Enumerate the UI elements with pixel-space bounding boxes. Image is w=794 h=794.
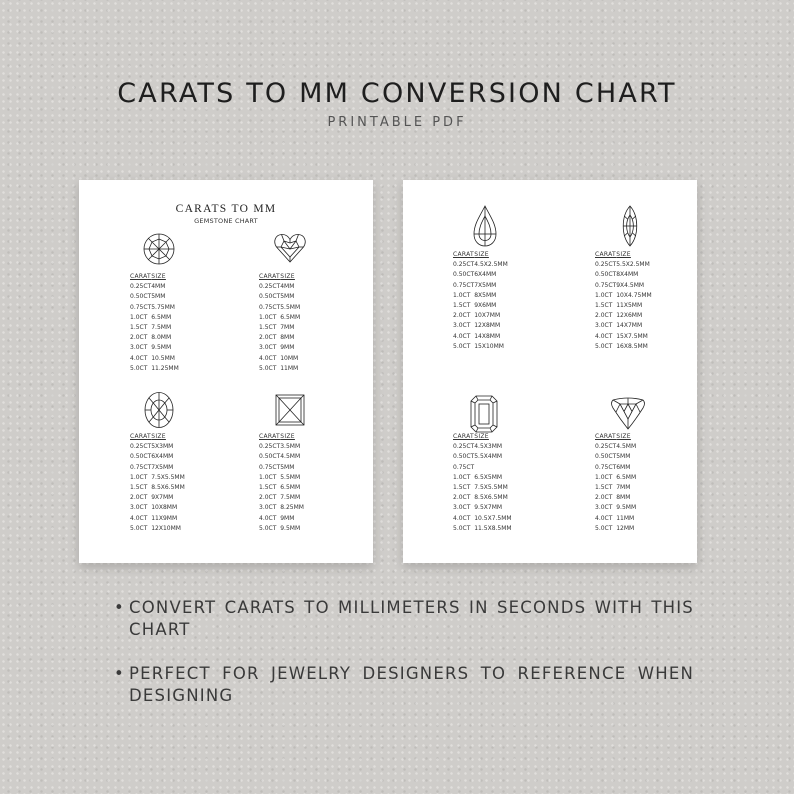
carat-cell: 1.0CT	[595, 473, 613, 481]
carat-cell: 3.0CT	[595, 322, 613, 330]
feature-bullet	[114, 597, 694, 641]
table-row	[453, 463, 512, 473]
princess-diamond-icon	[274, 393, 306, 427]
size-cell: 9.5MM	[280, 524, 301, 532]
carat-cell: 4.0CT	[453, 332, 471, 340]
carat-cell: 0.75CT	[595, 281, 617, 289]
carat-cell: 4.0CT	[259, 354, 277, 362]
marquise-diamond-icon	[617, 204, 643, 248]
carat-cell: 1.5CT	[130, 324, 148, 332]
size-cell: 3.5MM	[280, 443, 301, 451]
carat-cell: 4.0CT	[259, 514, 277, 522]
table-row	[595, 524, 636, 534]
carat-cell: 5.0CT	[130, 524, 148, 532]
table-row	[130, 473, 185, 483]
bullet-dot-icon: •	[114, 598, 125, 617]
table-row	[259, 364, 300, 374]
conversion-table-princess	[259, 432, 304, 534]
carat-cell: 0.25CT	[453, 443, 475, 451]
table-row	[595, 493, 636, 503]
table-row	[259, 473, 304, 483]
column-header-carat: CARAT	[595, 433, 617, 440]
sheet-subtitle: GEMSTONE CHART	[194, 217, 258, 225]
size-cell: 16X8.5MM	[616, 342, 648, 350]
conversion-table-pear	[453, 250, 508, 352]
carat-cell: 4.0CT	[595, 332, 613, 340]
carat-cell: 2.0CT	[453, 494, 471, 502]
size-cell: 5MM	[151, 293, 166, 301]
carat-cell: 5.0CT	[595, 342, 613, 350]
table-row	[595, 311, 652, 321]
size-cell: 4.5MM	[280, 453, 301, 461]
carat-cell: 4.0CT	[595, 514, 613, 522]
carat-cell: 0.25CT	[453, 261, 475, 269]
table-row	[130, 503, 185, 513]
size-cell: 7.5X5.5MM	[474, 484, 508, 492]
table-row	[453, 524, 512, 534]
carat-cell: 5.0CT	[453, 342, 471, 350]
size-cell: 6X4MM	[151, 453, 174, 461]
table-row	[259, 483, 304, 493]
carat-cell: 0.75CT	[130, 303, 152, 311]
size-cell: 4MM	[280, 283, 295, 291]
column-header-carat: CARAT	[453, 433, 475, 440]
table-row	[130, 303, 179, 313]
carat-cell: 5.0CT	[130, 364, 148, 372]
table-row	[259, 282, 300, 292]
carat-cell: 2.0CT	[453, 312, 471, 320]
size-cell: 5.5X4MM	[474, 453, 503, 461]
size-cell: 15X10MM	[474, 342, 504, 350]
carat-cell: 3.0CT	[453, 504, 471, 512]
page-subtitle: PRINTABLE PDF	[327, 115, 467, 130]
conversion-table-round	[130, 272, 179, 374]
carat-cell: 1.5CT	[453, 484, 471, 492]
table-row	[595, 473, 636, 483]
carat-cell: 1.0CT	[595, 291, 613, 299]
size-cell: 4MM	[151, 283, 166, 291]
size-cell: 7MM	[616, 484, 631, 492]
size-cell: 5MM	[280, 463, 295, 471]
carat-cell: 0.25CT	[259, 283, 281, 291]
carat-cell: 4.0CT	[130, 514, 148, 522]
size-cell: 9X4.5MM	[616, 281, 645, 289]
table-row	[259, 493, 304, 503]
carat-cell: 0.75CT	[130, 463, 152, 471]
size-cell: 9.5X7MM	[474, 504, 503, 512]
oval-diamond-icon	[143, 391, 175, 429]
table-row	[453, 452, 512, 462]
table-row	[130, 313, 179, 323]
size-cell: 4.5MM	[616, 443, 637, 451]
carat-cell: 1.5CT	[130, 484, 148, 492]
size-cell: 10.5MM	[151, 354, 175, 362]
table-row	[130, 463, 185, 473]
column-header-carat: CARAT	[259, 273, 281, 280]
carat-cell: 0.50CT	[130, 453, 152, 461]
size-cell: 9MM	[280, 344, 295, 352]
table-row	[595, 291, 652, 301]
carat-cell: 2.0CT	[595, 312, 613, 320]
size-cell: 5MM	[616, 453, 631, 461]
size-cell: 5MM	[280, 293, 295, 301]
size-cell: 6X4MM	[474, 271, 497, 279]
table-row	[130, 354, 179, 364]
size-cell: 9X6MM	[474, 302, 497, 310]
size-cell: 6MM	[616, 463, 631, 471]
table-row	[595, 514, 636, 524]
carat-cell: 1.0CT	[259, 473, 277, 481]
table-row	[130, 493, 185, 503]
size-cell: 8.0MM	[151, 334, 172, 342]
carat-cell: 0.25CT	[130, 443, 152, 451]
table-row	[130, 524, 185, 534]
table-row	[259, 303, 300, 313]
size-cell	[474, 463, 511, 473]
carat-cell: 4.0CT	[130, 354, 148, 362]
size-cell: 8X4MM	[616, 271, 639, 279]
carat-cell: 5.0CT	[453, 524, 471, 532]
column-header-size: SIZE	[474, 433, 489, 440]
carat-cell: 0.50CT	[259, 293, 281, 301]
size-cell: 14X7MM	[616, 322, 643, 330]
table-row	[259, 333, 300, 343]
carat-cell: 0.50CT	[453, 271, 475, 279]
size-cell: 12MM	[616, 524, 635, 532]
table-row	[130, 452, 185, 462]
size-cell: 8X5MM	[474, 291, 497, 299]
carat-cell: 2.0CT	[595, 494, 613, 502]
table-row	[453, 291, 508, 301]
table-row	[259, 463, 304, 473]
table-row	[453, 503, 512, 513]
carat-cell: 3.0CT	[259, 344, 277, 352]
size-cell: 15X7.5MM	[616, 332, 648, 340]
round-diamond-icon	[142, 232, 176, 266]
page-title: CARATS TO MM CONVERSION CHART	[117, 78, 677, 109]
table-row	[130, 333, 179, 343]
table-row	[130, 292, 179, 302]
table-row	[259, 343, 300, 353]
table-row	[453, 321, 508, 331]
column-header-size: SIZE	[280, 273, 295, 280]
size-cell: 6.5X5MM	[474, 473, 503, 481]
column-header-carat: CARAT	[595, 251, 617, 258]
feature-text: PERFECT FOR JEWELRY DESIGNERS TO REFERENCE WHEN DESIGNING	[129, 664, 694, 705]
carat-cell: 1.5CT	[595, 302, 613, 310]
carat-cell: 0.50CT	[130, 293, 152, 301]
carat-cell: 1.5CT	[259, 324, 277, 332]
carat-cell: 0.50CT	[259, 453, 281, 461]
size-cell: 6.5MM	[616, 473, 637, 481]
size-cell: 8MM	[616, 494, 631, 502]
sheet-title: CARATS TO MM	[175, 203, 277, 215]
carat-cell: 1.0CT	[259, 313, 277, 321]
size-cell: 7.5X5.5MM	[151, 473, 185, 481]
size-cell: 6.5MM	[280, 313, 301, 321]
carat-cell: 0.75CT	[595, 463, 617, 471]
table-row	[595, 342, 652, 352]
size-cell: 6.5MM	[280, 484, 301, 492]
feature-bullet	[114, 663, 694, 707]
size-cell: 10.5X7.5MM	[474, 514, 512, 522]
table-row	[453, 281, 508, 291]
size-cell: 10X8MM	[151, 504, 178, 512]
size-cell: 12X10MM	[151, 524, 181, 532]
carat-cell: 1.5CT	[453, 302, 471, 310]
feature-list	[114, 597, 694, 707]
size-cell: 7X5MM	[151, 463, 174, 471]
table-row	[259, 313, 300, 323]
table-row	[259, 514, 304, 524]
column-header-carat: CARAT	[130, 433, 152, 440]
table-row	[259, 323, 300, 333]
table-row	[130, 282, 179, 292]
size-cell: 12X6MM	[616, 312, 643, 320]
carat-cell: 1.5CT	[259, 484, 277, 492]
table-row	[130, 442, 185, 452]
size-cell: 7.5MM	[280, 494, 301, 502]
size-cell: 7X5MM	[474, 281, 497, 289]
size-cell: 10X4.75MM	[616, 291, 652, 299]
size-cell: 10MM	[280, 354, 299, 362]
carat-cell: 0.75CT	[259, 463, 281, 471]
table-row	[259, 292, 300, 302]
table-row	[453, 493, 512, 503]
size-cell: 9.5MM	[151, 344, 172, 352]
size-cell: 7.5MM	[151, 324, 172, 332]
table-row	[259, 524, 304, 534]
size-cell: 11MM	[616, 514, 635, 522]
carat-cell: 2.0CT	[259, 334, 277, 342]
carat-cell: 1.0CT	[130, 473, 148, 481]
table-row	[595, 270, 652, 280]
table-row	[453, 260, 508, 270]
conversion-table-marquise	[595, 250, 652, 352]
size-cell: 12X8MM	[474, 322, 501, 330]
feature-text: CONVERT CARATS TO MILLIMETERS IN SECONDS WITH THIS CHART	[129, 598, 694, 639]
carat-cell: 0.75CT	[453, 463, 475, 471]
heart-diamond-icon	[273, 232, 307, 264]
column-header-size: SIZE	[474, 251, 489, 258]
table-row	[130, 514, 185, 524]
carat-cell: 2.0CT	[259, 494, 277, 502]
emerald-diamond-icon	[469, 394, 499, 434]
table-row	[130, 483, 185, 493]
table-row	[595, 483, 636, 493]
table-row	[595, 301, 652, 311]
table-row	[453, 483, 512, 493]
table-row	[595, 332, 652, 342]
carat-cell: 0.50CT	[595, 271, 617, 279]
table-row	[453, 342, 508, 352]
column-header-size: SIZE	[616, 251, 631, 258]
column-header-size: SIZE	[280, 433, 295, 440]
conversion-table-heart	[259, 272, 300, 374]
bullet-dot-icon: •	[114, 664, 125, 683]
size-cell: 11X5MM	[616, 302, 643, 310]
chart-sheet-right	[403, 180, 697, 563]
conversion-table-emerald	[453, 432, 512, 534]
table-row	[130, 364, 179, 374]
column-header-carat: CARAT	[259, 433, 281, 440]
table-row	[259, 442, 304, 452]
table-row	[453, 270, 508, 280]
carat-cell: 1.0CT	[130, 313, 148, 321]
carat-cell: 3.0CT	[259, 504, 277, 512]
size-cell: 14X8MM	[474, 332, 501, 340]
table-row	[259, 503, 304, 513]
size-cell: 8.5X6.5MM	[151, 484, 185, 492]
size-cell: 4.5X2.5MM	[474, 261, 508, 269]
pear-diamond-icon	[472, 204, 498, 248]
size-cell: 11X9MM	[151, 514, 178, 522]
column-header-carat: CARAT	[453, 251, 475, 258]
size-cell: 8.25MM	[280, 504, 304, 512]
table-row	[595, 260, 652, 270]
chart-sheet-left	[79, 180, 373, 563]
table-row	[453, 311, 508, 321]
size-cell: 9X7MM	[151, 494, 174, 502]
table-row	[595, 463, 636, 473]
carat-cell: 5.0CT	[595, 524, 613, 532]
table-row	[595, 452, 636, 462]
size-cell: 7MM	[280, 324, 295, 332]
table-row	[453, 514, 512, 524]
carat-cell: 1.5CT	[595, 484, 613, 492]
carat-cell: 1.0CT	[453, 291, 471, 299]
carat-cell: 5.0CT	[259, 364, 277, 372]
size-cell: 4.5X3MM	[474, 443, 503, 451]
carat-cell: 0.25CT	[130, 283, 152, 291]
size-cell: 11MM	[280, 364, 299, 372]
carat-cell: 3.0CT	[453, 322, 471, 330]
table-row	[259, 452, 304, 462]
column-header-size: SIZE	[151, 433, 166, 440]
table-row	[595, 321, 652, 331]
size-cell: 5.5MM	[280, 473, 301, 481]
size-cell: 5.5X2.5MM	[616, 261, 650, 269]
carat-cell: 0.75CT	[259, 303, 281, 311]
carat-cell: 2.0CT	[130, 494, 148, 502]
size-cell: 10X7MM	[474, 312, 501, 320]
table-row	[259, 354, 300, 364]
carat-cell: 0.75CT	[453, 281, 475, 289]
carat-cell: 0.25CT	[595, 261, 617, 269]
size-cell: 5X3MM	[151, 443, 174, 451]
size-cell: 8.5X6.5MM	[474, 494, 508, 502]
conversion-table-trillion	[595, 432, 636, 534]
table-row	[130, 323, 179, 333]
carat-cell: 2.0CT	[130, 334, 148, 342]
size-cell: 8MM	[280, 334, 295, 342]
column-header-size: SIZE	[151, 273, 166, 280]
column-header-size: SIZE	[616, 433, 631, 440]
column-header-carat: CARAT	[130, 273, 152, 280]
table-row	[453, 473, 512, 483]
table-row	[130, 343, 179, 353]
trillion-diamond-icon	[609, 397, 647, 431]
carat-cell: 0.25CT	[595, 443, 617, 451]
size-cell: 9.5MM	[616, 504, 637, 512]
carat-cell: 3.0CT	[130, 504, 148, 512]
size-cell: 9MM	[280, 514, 295, 522]
size-cell: 6.5MM	[151, 313, 172, 321]
carat-cell: 0.25CT	[259, 443, 281, 451]
table-row	[453, 301, 508, 311]
carat-cell: 3.0CT	[595, 504, 613, 512]
table-row	[595, 281, 652, 291]
carat-cell: 0.50CT	[595, 453, 617, 461]
conversion-table-oval	[130, 432, 185, 534]
carat-cell: 3.0CT	[130, 344, 148, 352]
table-row	[595, 442, 636, 452]
carat-cell: 5.0CT	[259, 524, 277, 532]
size-cell: 11.5X8.5MM	[474, 524, 512, 532]
table-row	[453, 332, 508, 342]
size-cell: 5.5MM	[280, 303, 301, 311]
carat-cell: 1.0CT	[453, 473, 471, 481]
carat-cell: 0.50CT	[453, 453, 475, 461]
table-row	[453, 442, 512, 452]
carat-cell: 4.0CT	[453, 514, 471, 522]
size-cell: 11.25MM	[151, 364, 179, 372]
table-row	[595, 503, 636, 513]
size-cell: 5.75MM	[151, 303, 175, 311]
